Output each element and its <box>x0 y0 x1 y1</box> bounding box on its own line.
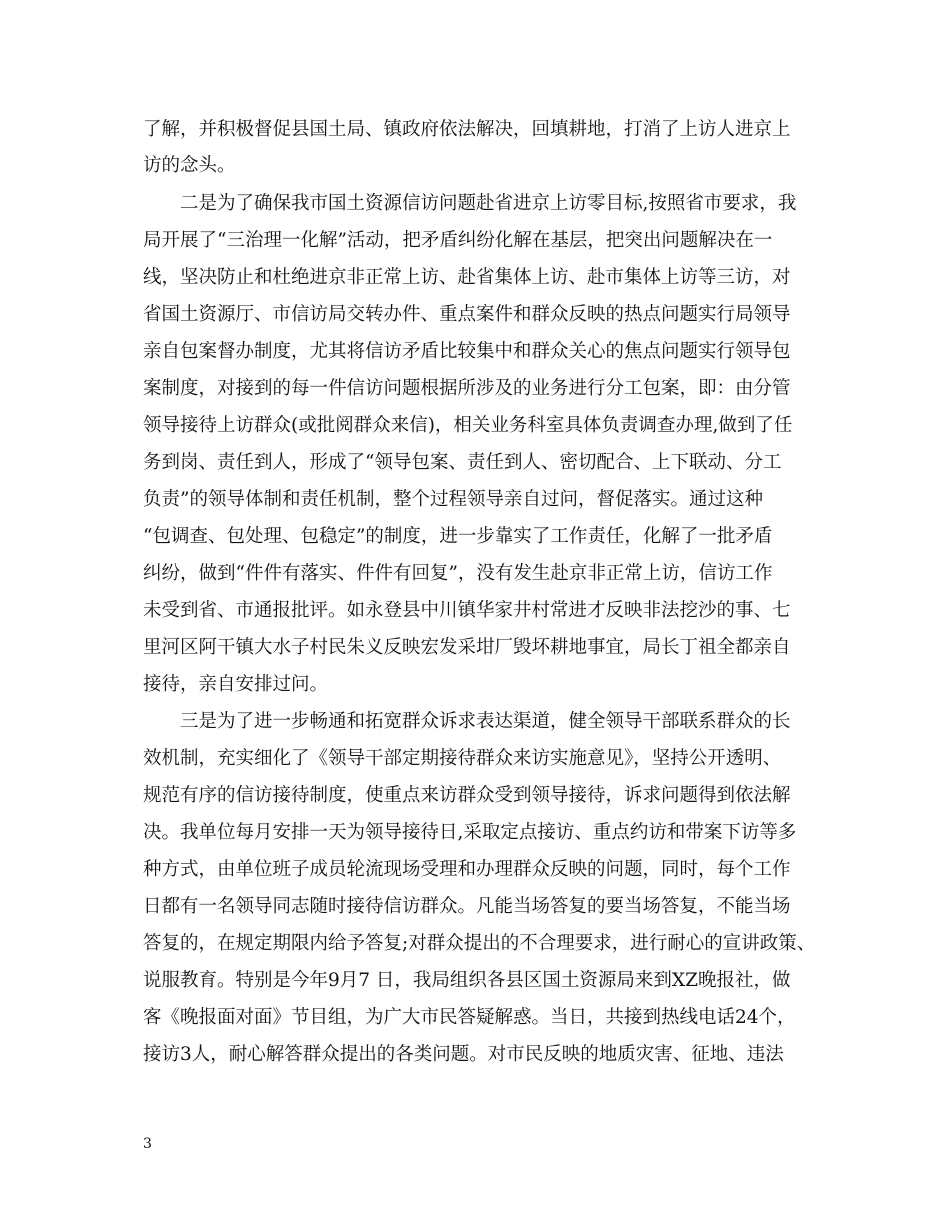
text-line: 规范有序的信访接待制度，使重点来访群众受到领导接待，诉求问题得到依法解 <box>143 785 791 806</box>
text-line: 案制度，对接到的每一件信访问题根据所涉及的业务进行分工包案，即：由分管 <box>143 378 791 399</box>
text-line: 纠纷，做到“件件有落实、件件有回复”，没有发生赴京非正常上访，信访工作 <box>143 563 773 584</box>
text-line: 接待，亲自安排过问。 <box>143 674 329 695</box>
text-line: 务到岗、责任到人，形成了“领导包案、责任到人、密切配合、上下联动、分工 <box>143 452 782 473</box>
text-line: 省国土资源厅、市信访局交转办件、重点案件和群众反映的热点问题实行局领导 <box>143 304 791 325</box>
text-line: 效机制，充实细化了《领导干部定期接待群众来访实施意见》，坚持公开透明、 <box>143 748 782 769</box>
text-line: 里河区阿干镇大水子村民朱义反映宏发采坩厂毁坏耕地事宜，局长丁祖全都亲自 <box>143 637 791 658</box>
text-line: 局开展了“三治理一化解”活动，把矛盾纠纷化解在基层，把突出问题解决在一 <box>143 230 773 251</box>
text-line: 亲自包案督办制度，尤其将信访矛盾比较集中和群众关心的焦点问题实行领导包 <box>143 341 791 362</box>
page-number: 3 <box>143 1136 152 1152</box>
text-line: 访的念头。 <box>143 155 236 176</box>
text-line: 答复的，在规定期限内给予答复;对群众提出的不合理要求，进行耐心的宣讲政策、 <box>143 933 816 954</box>
paragraph-start-line: 二是为了确保我市国土资源信访问题赴省进京上访零目标,按照省市要求，我 <box>180 193 797 214</box>
text-line: 日都有一名领导同志随时接待信访群众。凡能当场答复的要当场答复，不能当场 <box>143 896 791 917</box>
text-line: 领导接待上访群众(或批阅群众来信)，相关业务科室具体负责调查办理,做到了任 <box>143 415 793 436</box>
text-line: 未受到省、市通报批评。如永登县中川镇华家井村常进才反映非法挖沙的事、七 <box>143 600 791 621</box>
text-line: 说服教育。特别是今年9月7 日，我局组织各县区国土资源局来到XZ晚报社，做 <box>143 970 791 991</box>
text-line: 了解，并积极督促县国土局、镇政府依法解决，回填耕地，打消了上访人进京上 <box>143 119 791 140</box>
text-line: 决。我单位每月安排一天为领导接待日,采取定点接访、重点约访和带案下访等多 <box>143 822 797 843</box>
text-line: 种方式，由单位班子成员轮流现场受理和办理群众反映的问题，同时，每个工作 <box>143 859 791 880</box>
text-line: 接访3人，耐心解答群众提出的各类问题。对市民反映的地质灾害、征地、违法 <box>143 1044 784 1065</box>
text-line: 线，坚决防止和杜绝进京非正常上访、赴省集体上访、赴市集体上访等三访，对 <box>143 267 791 288</box>
text-line: “包调查、包处理、包稳定”的制度，进一步靠实了工作责任，化解了一批矛盾 <box>143 526 773 547</box>
paragraph-start-line: 三是为了进一步畅通和拓宽群众诉求表达渠道，健全领导干部联系群众的长 <box>180 711 791 732</box>
text-line: 客《晚报面对面》节目组，为广大市民答疑解惑。当日，共接到热线电话24个， <box>143 1007 796 1028</box>
text-line: 负责”的领导体制和责任机制，整个过程领导亲自过问，督促落实。通过这种 <box>143 489 763 510</box>
